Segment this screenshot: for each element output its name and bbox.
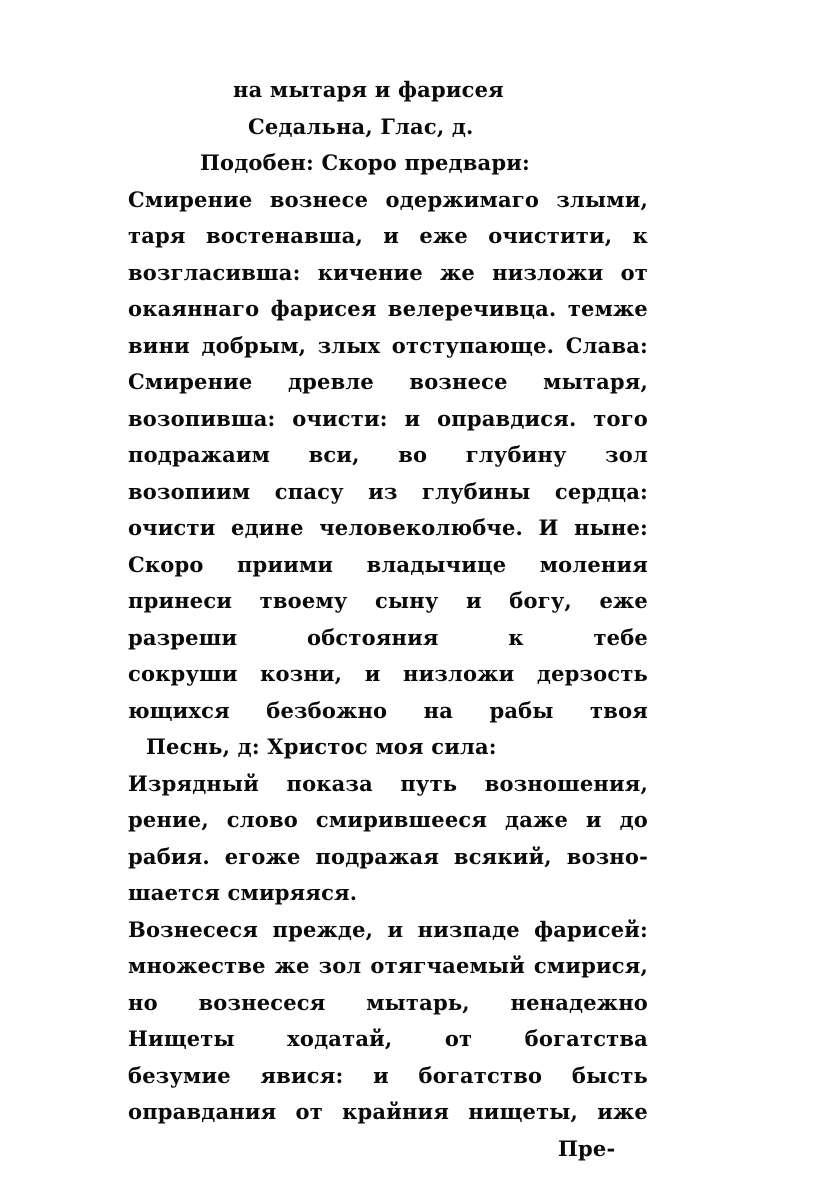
text-line: сокруши козни, и низложи дерзость (128, 661, 648, 686)
text-line: оправдания от крайния нищеты, иже (128, 1099, 648, 1124)
text-block (128, 72, 648, 1167)
text-line: Нищеты ходатай, от богатства (128, 1026, 648, 1051)
text-line: но вознесеся мытарь, ненадежно (128, 989, 648, 1015)
text-line: рабия. егоже подражая всякий, возно- (128, 843, 648, 869)
office-title: Седальна, Глас, д. (248, 113, 474, 139)
text-line: Вознесеся прежде, и низпаде фарисей: (128, 916, 648, 942)
text-line: ющихся безбожно на рабы твоя (128, 697, 648, 723)
podoben-line: Подобен: Скоро предвари: (200, 150, 530, 175)
text-line: разреши обстояния к тебе (128, 624, 648, 650)
text-line: Скоро приими владычице моления (128, 551, 648, 577)
troparion-text (128, 912, 648, 1131)
text-line: возгласивша: кичение же низложи от (128, 259, 648, 285)
text-line: таря востенавша, и еже очистити, к (128, 223, 648, 248)
text-line: вини добрым, злых отступающе. Слава: (128, 332, 648, 358)
running-head: на мытаря и фарисея (233, 77, 504, 102)
text-line: возопиим спасу из глубины сердца: (128, 478, 648, 504)
text-line: шается смиряяся. (128, 880, 358, 905)
text-line: Смирение вознесе одержимаго злыми, (128, 186, 648, 212)
text-line: рение, слово смирившееся даже и до (128, 807, 648, 832)
text-line: множестве же зол отягчаемый смирися, (128, 953, 648, 978)
text-line: Смирение древле вознесе мытаря, (128, 369, 648, 394)
catchword: Пре- (558, 1135, 616, 1161)
text-line: подражаим вси, во глубину зол (128, 442, 648, 467)
text-line: безумие явися: и богатство бысть (128, 1062, 648, 1088)
canon-heading: Песнь, д: Христос моя сила: (146, 734, 497, 759)
text-line: очисти едине человеколюбче. И ныне: (128, 515, 648, 540)
text-line: возопивша: очисти: и оправдися. того (128, 405, 648, 431)
text-line: принеси твоему сыну и богу, еже (128, 588, 648, 613)
canon-text (128, 766, 648, 912)
sedalen-text (128, 182, 648, 730)
text-line: Изрядный показа путь возношения, (128, 770, 648, 796)
text-line: окаяннаго фарисея велеречивца. темже (128, 296, 648, 321)
